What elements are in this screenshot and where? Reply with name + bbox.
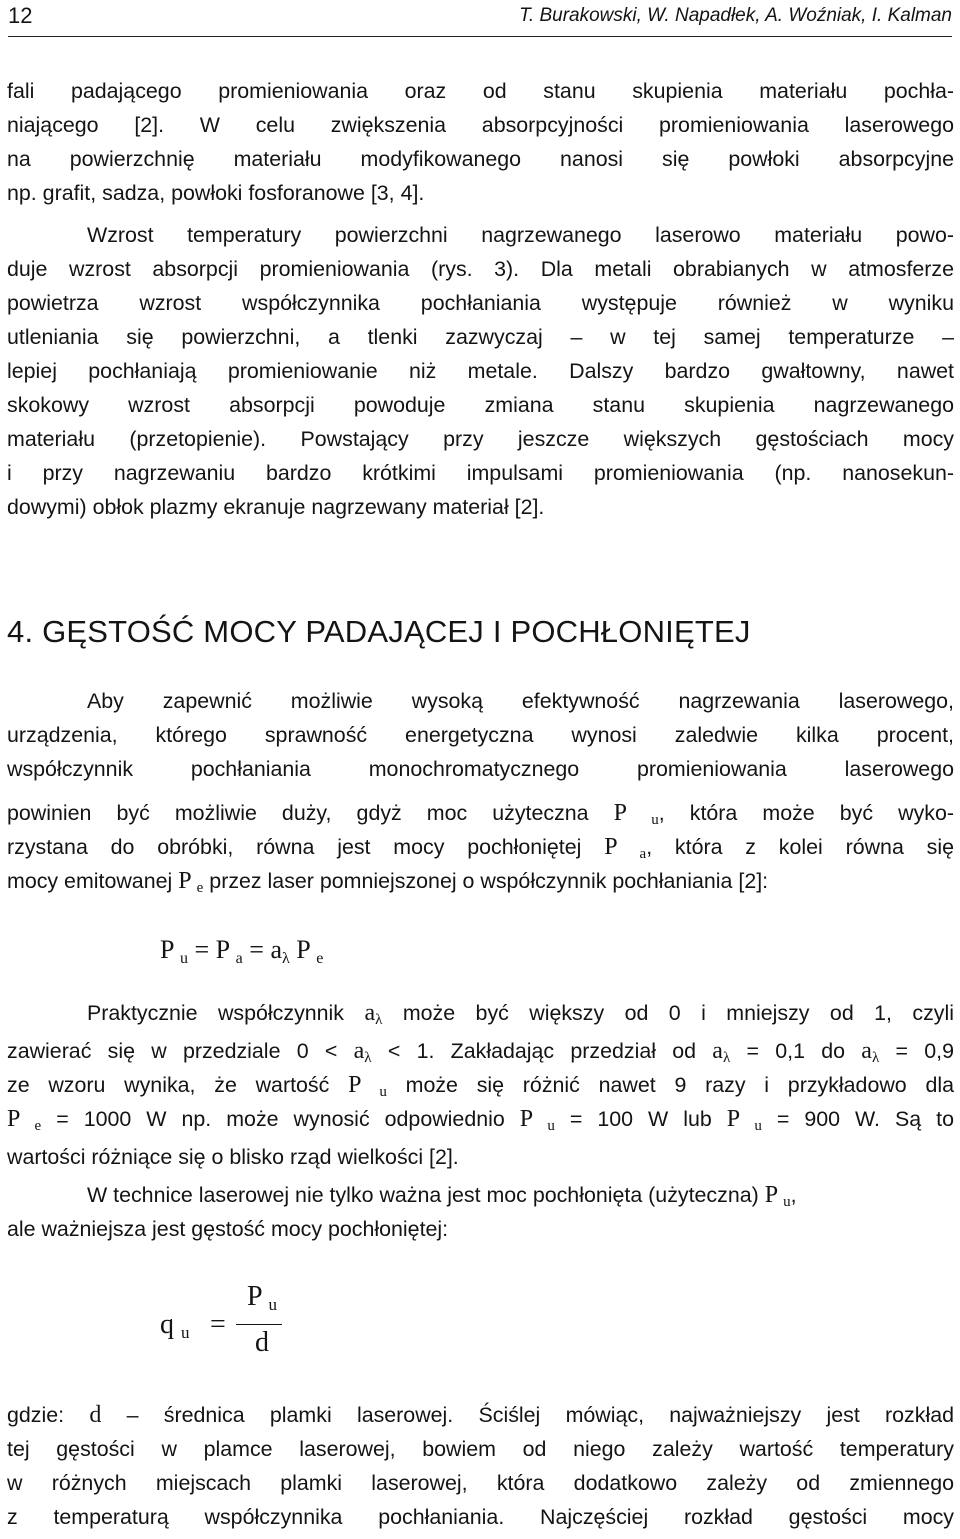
text: = 100 W lub bbox=[569, 1107, 712, 1131]
symbol-a: a bbox=[364, 1000, 376, 1026]
equation-power bbox=[160, 930, 323, 970]
para4-line-5: wartości różniące się o blisko rząd wielkości [2]. bbox=[7, 1145, 459, 1169]
text: zawierać się w przedziale 0 < bbox=[7, 1039, 338, 1063]
symbol-q: q bbox=[160, 1309, 174, 1340]
text: , która z kolei równa się bbox=[646, 835, 954, 859]
para4-line-1 bbox=[87, 996, 954, 1030]
equation-power-density bbox=[160, 1280, 320, 1370]
para2-line-9: dowymi) obłok plazmy ekranuje nagrzewany materiał [2]. bbox=[7, 495, 545, 519]
subscript-u: u bbox=[268, 1295, 278, 1314]
para6-line-2: tej gęstości w plamce laserowej, bowiem od niego zależy wartość temperatury bbox=[7, 1437, 954, 1461]
symbol-p: P bbox=[160, 935, 174, 964]
subscript-lambda: λ bbox=[871, 1050, 880, 1066]
symbol-p: P bbox=[604, 834, 617, 860]
text: W technice laserowej nie tylko ważna jest moc pochłonięta (użyteczna) bbox=[87, 1183, 759, 1207]
symbol-p: P bbox=[613, 800, 627, 826]
symbol-p: P bbox=[296, 935, 310, 964]
text: < 1. Zakładając przedział od bbox=[387, 1039, 697, 1063]
subscript-lambda: λ bbox=[722, 1050, 731, 1066]
text: = 1000 W np. może wynosić odpowiednio bbox=[56, 1107, 505, 1131]
subscript-a: a bbox=[235, 950, 243, 967]
symbol-a: a bbox=[353, 1038, 365, 1064]
symbol-a-lambda bbox=[712, 1038, 730, 1064]
subscript-u: u bbox=[783, 1194, 791, 1210]
text: rzystana do obróbki, równa jest mocy pochłoniętej bbox=[7, 835, 582, 859]
para2-line-6: skokowy wzrost absorpcji powoduje zmiana stanu skupienia nagrzewanego bbox=[7, 393, 954, 417]
text: – średnica plamki laserowej. Ściślej mówiąc, najważniejszy jest rozkład bbox=[126, 1403, 954, 1427]
para5-line-2: ale ważniejsza jest gęstość mocy pochłoniętej: bbox=[7, 1217, 449, 1241]
fraction-numerator bbox=[238, 1280, 286, 1314]
equals-sign: = bbox=[210, 1309, 226, 1340]
para4-line-4 bbox=[7, 1102, 954, 1136]
symbol-p: P bbox=[726, 1106, 740, 1132]
text: = 900 W. Są to bbox=[776, 1107, 954, 1131]
subscript-u: u bbox=[651, 812, 659, 828]
text: powinien być możliwie duży, gdyż moc użyteczna bbox=[7, 801, 589, 825]
para1-line-1: fali padającego promieniowania oraz od stanu skupienia materiału pochła- bbox=[7, 79, 954, 103]
symbol-p: P bbox=[178, 868, 191, 894]
para2-line-3: powietrza wzrost współczynnika pochłaniania występuje również w wyniku bbox=[7, 291, 954, 315]
subscript-e: e bbox=[34, 1118, 42, 1134]
symbol-a: a bbox=[270, 935, 282, 964]
para3-line-3: współczynnik pochłaniania monochromatycznego promieniowania laserowego bbox=[7, 757, 954, 781]
text: gdzie: bbox=[7, 1403, 65, 1427]
para2-line-8: i przy nagrzewaniu bardzo krótkimi impulsami promieniowania (np. nanosekun- bbox=[7, 461, 954, 485]
subscript-u: u bbox=[547, 1118, 555, 1134]
para1-line-2: niającego [2]. W celu zwiększenia absorpcyjności promieniowania laserowego bbox=[7, 113, 954, 137]
text: , bbox=[790, 1183, 797, 1207]
para3-line-2: urządzenia, którego sprawność energetyczna wynosi zaledwie kilka procent, bbox=[7, 723, 954, 747]
text: może się różnić nawet 9 razy i przykładowo dla bbox=[405, 1073, 954, 1097]
symbol-p: P bbox=[348, 1072, 361, 1098]
para3-line-1: Aby zapewnić możliwie wysoką efektywność nagrzewania laserowego, bbox=[87, 689, 954, 713]
running-title: T. Burakowski, W. Napadłek, A. Woźniak, I. Kalman bbox=[519, 5, 952, 26]
symbol-p-u bbox=[614, 800, 659, 826]
text: , która może być wyko- bbox=[658, 801, 954, 825]
subscript-a: a bbox=[639, 846, 647, 862]
text: ze wzoru wynika, że wartość bbox=[7, 1073, 330, 1097]
subscript-lambda: λ bbox=[282, 950, 290, 967]
page-number: 12 bbox=[8, 3, 33, 28]
subscript-u: u bbox=[181, 1323, 190, 1342]
symbol-p: P bbox=[7, 1106, 20, 1132]
para2-line-2: duje wzrost absorpcji promieniowania (rys. 3). Dla metali obrabianych w atmosferze bbox=[7, 257, 954, 281]
symbol-a-lambda bbox=[861, 1038, 879, 1064]
section-heading: 4. GĘSTOŚĆ MOCY PADAJĄCEJ I POCHŁONIĘTEJ bbox=[7, 614, 751, 649]
symbol-p-u bbox=[348, 1072, 387, 1098]
para6-line-3: w różnych miejscach plamki laserowej, która dodatkowo zależy od zmiennego bbox=[7, 1471, 954, 1495]
equals-sign: = bbox=[249, 935, 264, 964]
header-rule bbox=[8, 36, 952, 37]
text: mocy emitowanej bbox=[7, 869, 173, 893]
symbol-a-lambda bbox=[354, 1038, 372, 1064]
para2-line-4: utleniania się powierzchni, a tlenki zazwyczaj – w tej samej temperaturze – bbox=[7, 325, 954, 349]
symbol-p: P bbox=[215, 935, 230, 964]
symbol-a: a bbox=[861, 1038, 872, 1064]
para4-line-3 bbox=[7, 1068, 954, 1102]
para3-line-5 bbox=[7, 830, 954, 864]
equation-lhs bbox=[160, 1308, 190, 1342]
text: = 0,1 do bbox=[746, 1039, 846, 1063]
subscript-lambda: λ bbox=[375, 1012, 383, 1028]
fraction-bar bbox=[236, 1324, 282, 1325]
para2-line-1: Wzrost temperatury powierzchni nagrzewanego laserowo materiału powo- bbox=[87, 223, 954, 247]
symbol-a-lambda bbox=[364, 1000, 382, 1026]
symbol-d: d bbox=[89, 1402, 102, 1428]
subscript-u: u bbox=[754, 1118, 762, 1134]
fraction-denominator: d bbox=[255, 1327, 269, 1358]
symbol-p: P bbox=[764, 1182, 778, 1208]
para6-line-1 bbox=[7, 1398, 954, 1432]
subscript-e: e bbox=[196, 880, 204, 896]
symbol-p-u bbox=[765, 1182, 791, 1208]
symbol-p-u bbox=[520, 1106, 555, 1132]
para1-line-3: na powierzchnię materiału modyfikowanego nanosi się powłoki absorpcyjne bbox=[7, 147, 954, 171]
page-header bbox=[8, 2, 952, 34]
symbol-p: P bbox=[519, 1106, 533, 1132]
symbol-p-e bbox=[7, 1106, 41, 1132]
para6-line-4: z temperaturą współczynnika pochłaniania. Najczęściej rozkład gęstości mocy bbox=[7, 1505, 954, 1529]
para2-line-5: lepiej pochłaniają promieniowanie niż metale. Dalszy bardzo gwałtowny, nawet bbox=[7, 359, 954, 383]
symbol-p: P bbox=[246, 1281, 262, 1312]
symbol-p-a bbox=[604, 834, 646, 860]
text: = 0,9 bbox=[895, 1039, 954, 1063]
para1-line-4: np. grafit, sadza, powłoki fosforanowe [3, 4]. bbox=[7, 181, 425, 205]
symbol-a: a bbox=[712, 1038, 723, 1064]
para5-line-1 bbox=[87, 1178, 954, 1212]
text: przez laser pomniejszonej o współczynnik pochłaniania [2]: bbox=[209, 869, 769, 893]
para3-line-6 bbox=[7, 864, 954, 898]
symbol-p-u bbox=[727, 1106, 762, 1132]
subscript-lambda: λ bbox=[364, 1050, 372, 1066]
para3-line-4 bbox=[7, 796, 954, 830]
para4-line-2 bbox=[7, 1034, 954, 1068]
text: może być większy od 0 i mniejszy od 1, czyli bbox=[402, 1001, 954, 1025]
equals-sign: = bbox=[194, 935, 210, 964]
subscript-e: e bbox=[316, 950, 324, 967]
text: Praktycznie współczynnik bbox=[87, 1001, 344, 1025]
symbol-p-e bbox=[178, 868, 203, 894]
subscript-u: u bbox=[180, 950, 188, 967]
para2-line-7: materiału (przetopienie). Powstający przy jeszcze większych gęstościach mocy bbox=[7, 427, 954, 451]
subscript-u: u bbox=[379, 1084, 387, 1100]
